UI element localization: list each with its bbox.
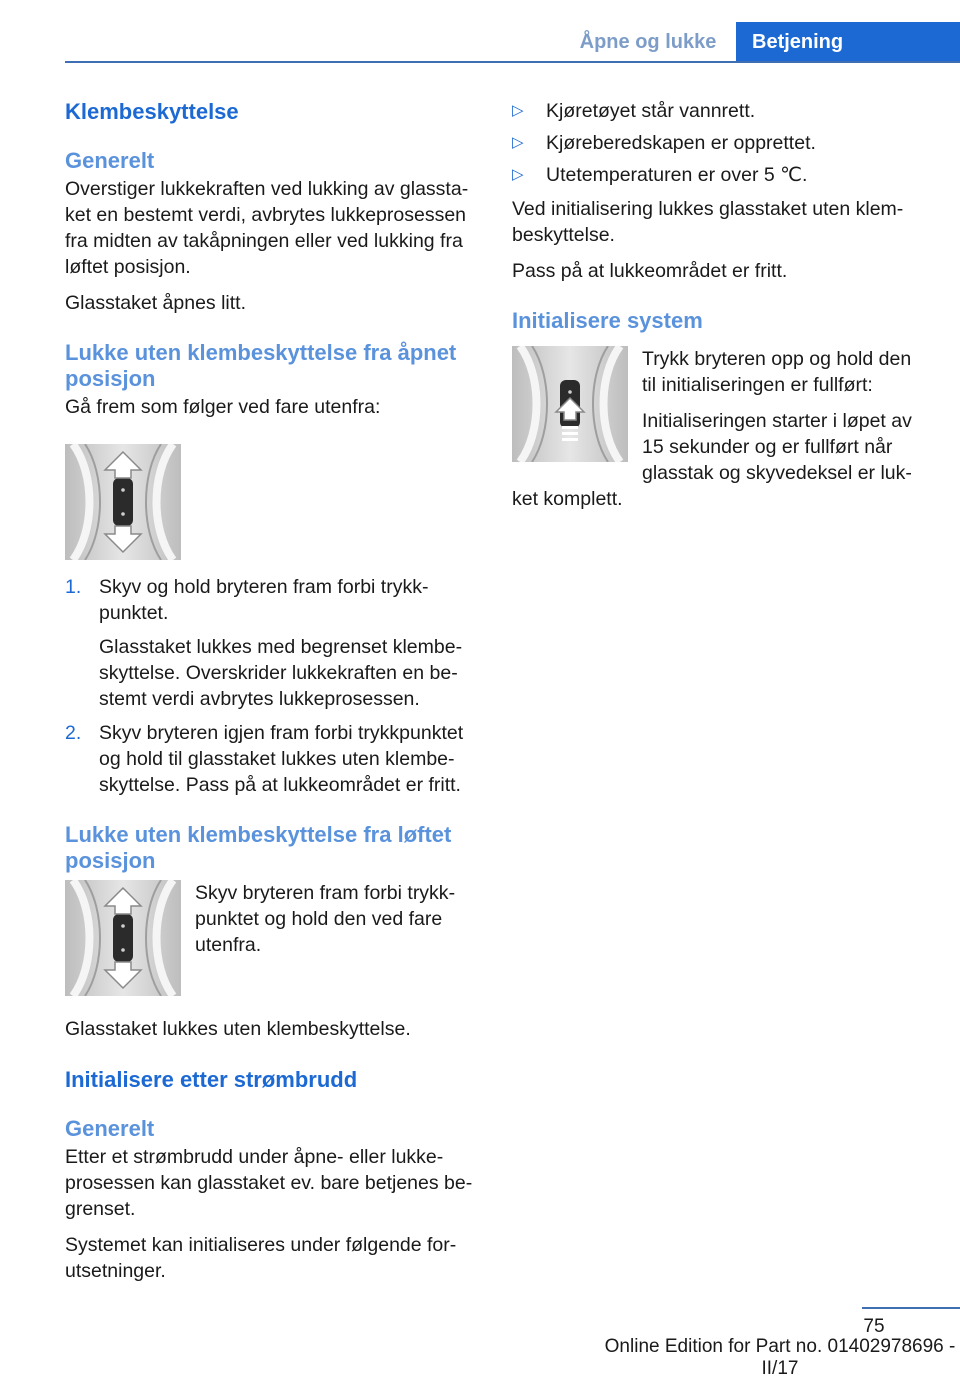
condition-text: Kjøreberedskapen er opprettet. <box>546 132 816 154</box>
list-item <box>65 574 481 712</box>
paragraph: Skyv bryteren fram forbi trykkpunktet og hold den ved fare utenfra. <box>195 882 456 956</box>
triangle-bullet-icon: ▷ <box>512 134 524 151</box>
condition-text: Utetemperaturen er over 5 ℃. <box>546 164 808 186</box>
step-number: 1. <box>65 576 82 598</box>
paragraph: Overstiger lukkekraften ved lukking av glasstaket en bestemt verdi, avbrytes lukkeprosessen fra midten av takåpningen eller ved lukking fra løftet posisjon. <box>65 178 469 278</box>
switch-double-arrow-image <box>65 444 181 560</box>
paragraph: Glasstaket lukkes uten klembeskyttelse. <box>65 1018 411 1040</box>
subheading-open-position: Lukke uten klembeskyttelse fra åpnet posisjon <box>65 340 457 391</box>
paragraph: Systemet kan initialiseres under følgende forutsetninger. <box>65 1234 457 1282</box>
subheading-initialisere-system: Initialisere system <box>512 308 703 333</box>
left-column <box>65 98 481 1294</box>
paragraph: Initialiseringen starter i løpet av 15 sekunder og er fullført når glasstak og skyvedeksel er lukket komplett. <box>512 410 912 510</box>
step-text: Skyv bryteren igjen fram forbi trykkpunktet og hold til glasstaket lukkes uten klembeskyttelse. Pass på at lukkeområdet er fritt. <box>99 722 464 796</box>
triangle-bullet-icon: ▷ <box>512 166 524 183</box>
step-number: 2. <box>65 722 82 744</box>
triangle-bullet-icon: ▷ <box>512 102 524 119</box>
list-item <box>512 130 922 156</box>
paragraph: Pass på at lukkeområdet er fritt. <box>512 260 788 282</box>
subheading-generelt: Generelt <box>65 1116 155 1141</box>
section-title-initialisere: Initialisere etter strømbrudd <box>65 1067 358 1092</box>
paragraph: Gå frem som følger ved fare utenfra: <box>65 396 381 418</box>
header-chapter-tab: Betjening <box>736 22 960 62</box>
paragraph: Etter et strømbrudd under åpne- eller lukkeprosessen kan glasstaket ev. bare betjenes begrenset. <box>65 1146 473 1220</box>
header-section-label: Åpne og lukke <box>579 31 717 53</box>
right-column <box>512 98 922 522</box>
page-number: 75 <box>863 1316 885 1337</box>
footer-rule <box>862 1307 960 1309</box>
condition-list <box>512 98 922 188</box>
step-subtext: Glasstaket lukkes med begrenset klembeskyttelse. Overskrider lukkekraften en bestemt verdi avbrytes lukkeprosessen. <box>99 636 463 710</box>
list-item <box>512 98 922 124</box>
step-list <box>65 574 481 798</box>
switch-double-arrow-image <box>65 880 181 996</box>
list-item <box>512 162 922 188</box>
header-rule <box>65 61 960 63</box>
switch-up-arrow-image <box>512 346 628 462</box>
paragraph: Trykk bryteren opp og hold den til initialiseringen er fullført: <box>642 348 912 396</box>
section-title-klembeskyttelse: Klembeskyttelse <box>65 99 239 124</box>
subheading-raised-position: Lukke uten klembeskyttelse fra løftet posisjon <box>65 822 452 873</box>
step-text: Skyv og hold bryteren fram forbi trykkpunktet. <box>99 576 429 624</box>
list-item <box>65 720 481 798</box>
footer-edition: Online Edition for Part no. 01402978696 - II/17 <box>604 1336 956 1379</box>
paragraph: Ved initialisering lukkes glasstaket uten klembeskyttelse. <box>512 198 904 246</box>
condition-text: Kjøretøyet står vannrett. <box>546 100 756 122</box>
paragraph: Glasstaket åpnes litt. <box>65 292 247 314</box>
subheading-generelt: Generelt <box>65 148 155 173</box>
